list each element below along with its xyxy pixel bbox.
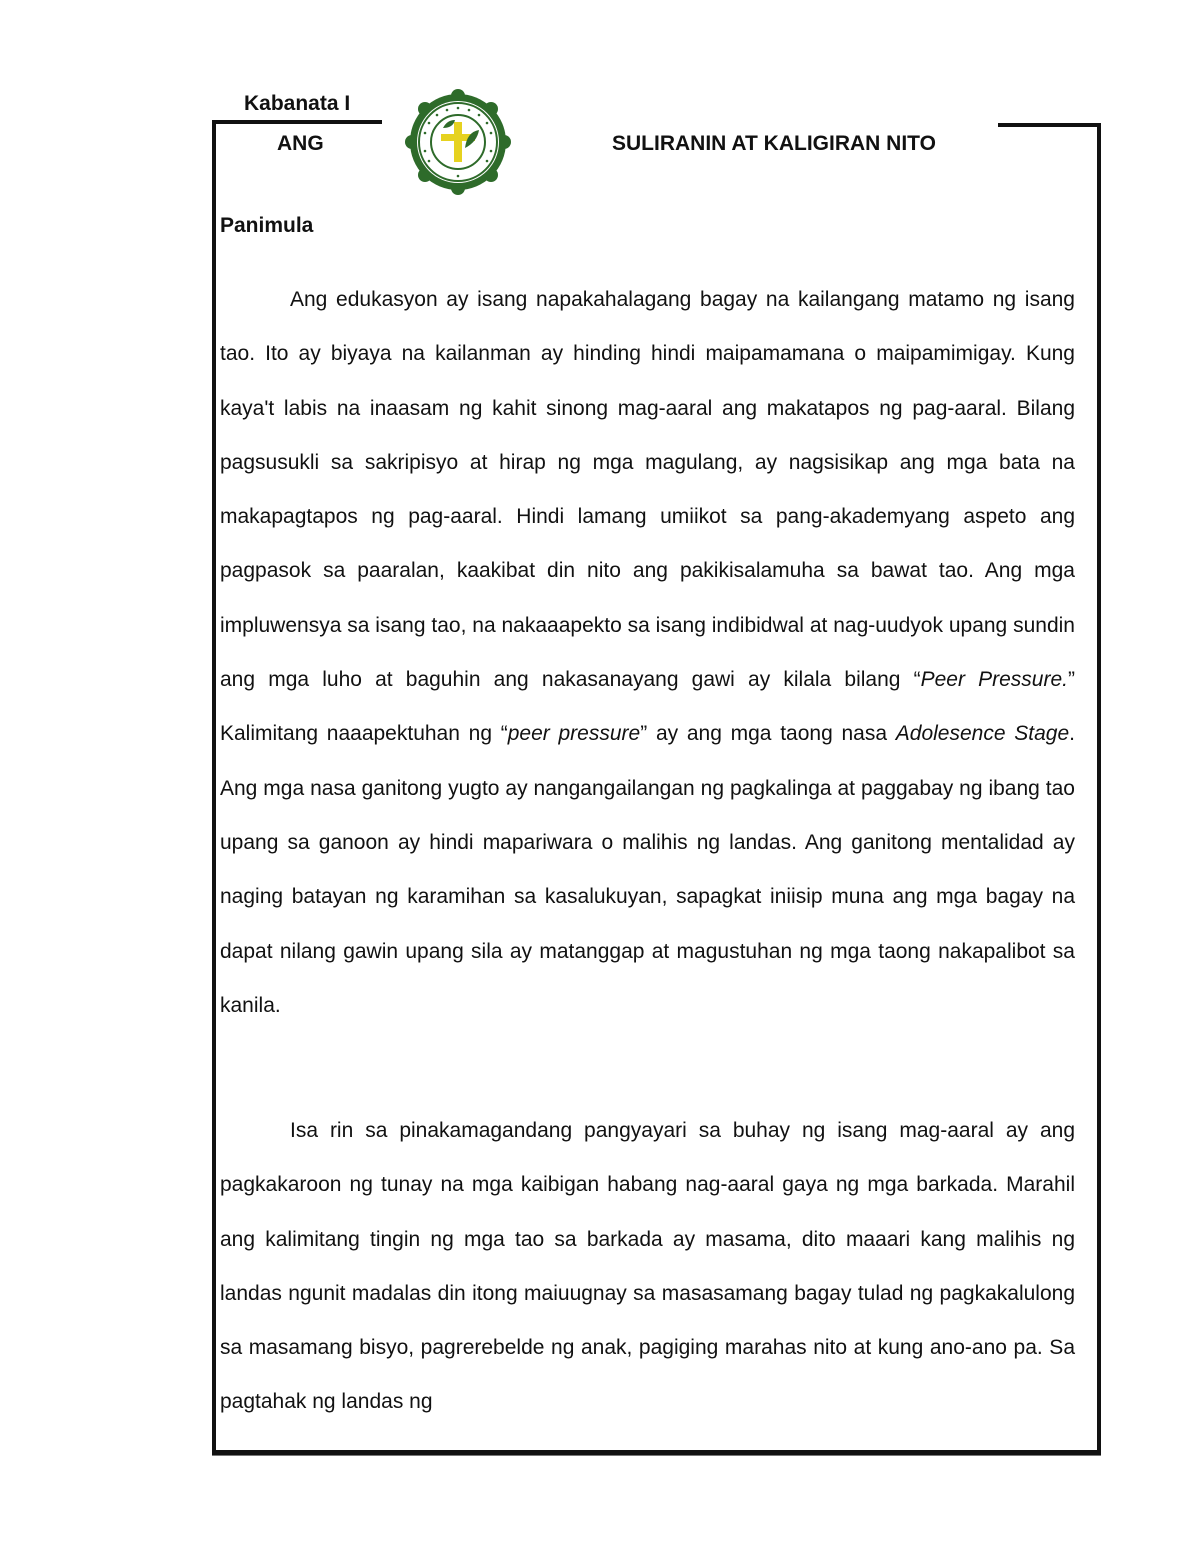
paragraph-1-emphasis: Peer Pressure. [920, 668, 1068, 692]
paragraph-1-text: . Ang mga nasa ganitong yugto ay nangangailangan ng pagkalinga at paggabay ng ibang tao upang sa ganoon ay hindi mapariwara o malihis ng landas. Ang ganitong mentalidad ay naging batayan ng karamihan sa kasalukuyan, sapagkat iniisip muna ang mga bagay na dapat nilang gawin upang sila ay matanggap at magustuhan ng mga taong nakapalibot sa kanila. [220, 722, 1075, 1017]
chapter-title-left: ANG [277, 132, 324, 155]
paragraph-1-text: ” Kalimitang naaapektuhan ng “ [220, 668, 1075, 746]
paragraph-1-text: Ang edukasyon ay isang napakahalagang bagay na kailangang matamo ng isang tao. Ito ay biyaya na kailanman ay hinding hindi maipamamana o maipamimigay. Kung kaya't labis na inaasam ng kahit sinong mag-aaral ang makatapos ng pag-aaral. Bilang pagsusukli sa sakripisyo at hirap ng mga magulang, ay nagsisikap ang mga bata na makapagtapos ng pag-aaral. Hindi lamang umiikot sa pang-akademyang aspeto ang pagpasok sa paaralan, kaakibat din nito ang pakikisalamuha sa bawat tao. Ang mga impluwensya sa isang tao, na nakaaapekto sa isang indibidwal at nag-uudyok upang sundin ang mga luho at baguhin ang nakasanayang gawi ay kilala bilang “ [220, 288, 1075, 692]
paragraph-1-text: ” ay ang mga taong nasa [640, 722, 896, 746]
section-title: Panimula [220, 214, 314, 237]
paragraph-2 [220, 1104, 1075, 1430]
chapter-label: Kabanata I [244, 92, 351, 115]
border-right [1097, 123, 1101, 1456]
paragraph-1-emphasis: Adolesence Stage [895, 722, 1070, 746]
paragraph-2-text: Isa rin sa pinakamagandang pangyayari sa buhay ng isang mag-aaral ay ang pagkakaroon ng tunay na mga kaibigan habang nag-aaral gaya ng mga barkada. Marahil ang kalimitang tingin ng mga tao sa barkada ay masama, dito maaari kang malihis ng landas ngunit madalas din itong maiuugnay sa masasamang bagay tulad ng pagkakalulong sa masamang bisyo, pagrerebelde ng anak, pagiging marahas nito at kung ano-ano pa. Sa pagtahak ng landas ng [220, 1119, 1075, 1414]
school-seal-icon [403, 88, 513, 196]
chapter-title-right: SULIRANIN AT KALIGIRAN NITO [612, 132, 936, 155]
paragraph-1 [220, 273, 1075, 1033]
border-top-right [998, 123, 1101, 127]
border-left [212, 120, 216, 1456]
border-bottom-shadow [212, 1455, 1101, 1456]
paragraph-1-emphasis: peer pressure [507, 722, 641, 746]
border-top-left [212, 120, 382, 124]
